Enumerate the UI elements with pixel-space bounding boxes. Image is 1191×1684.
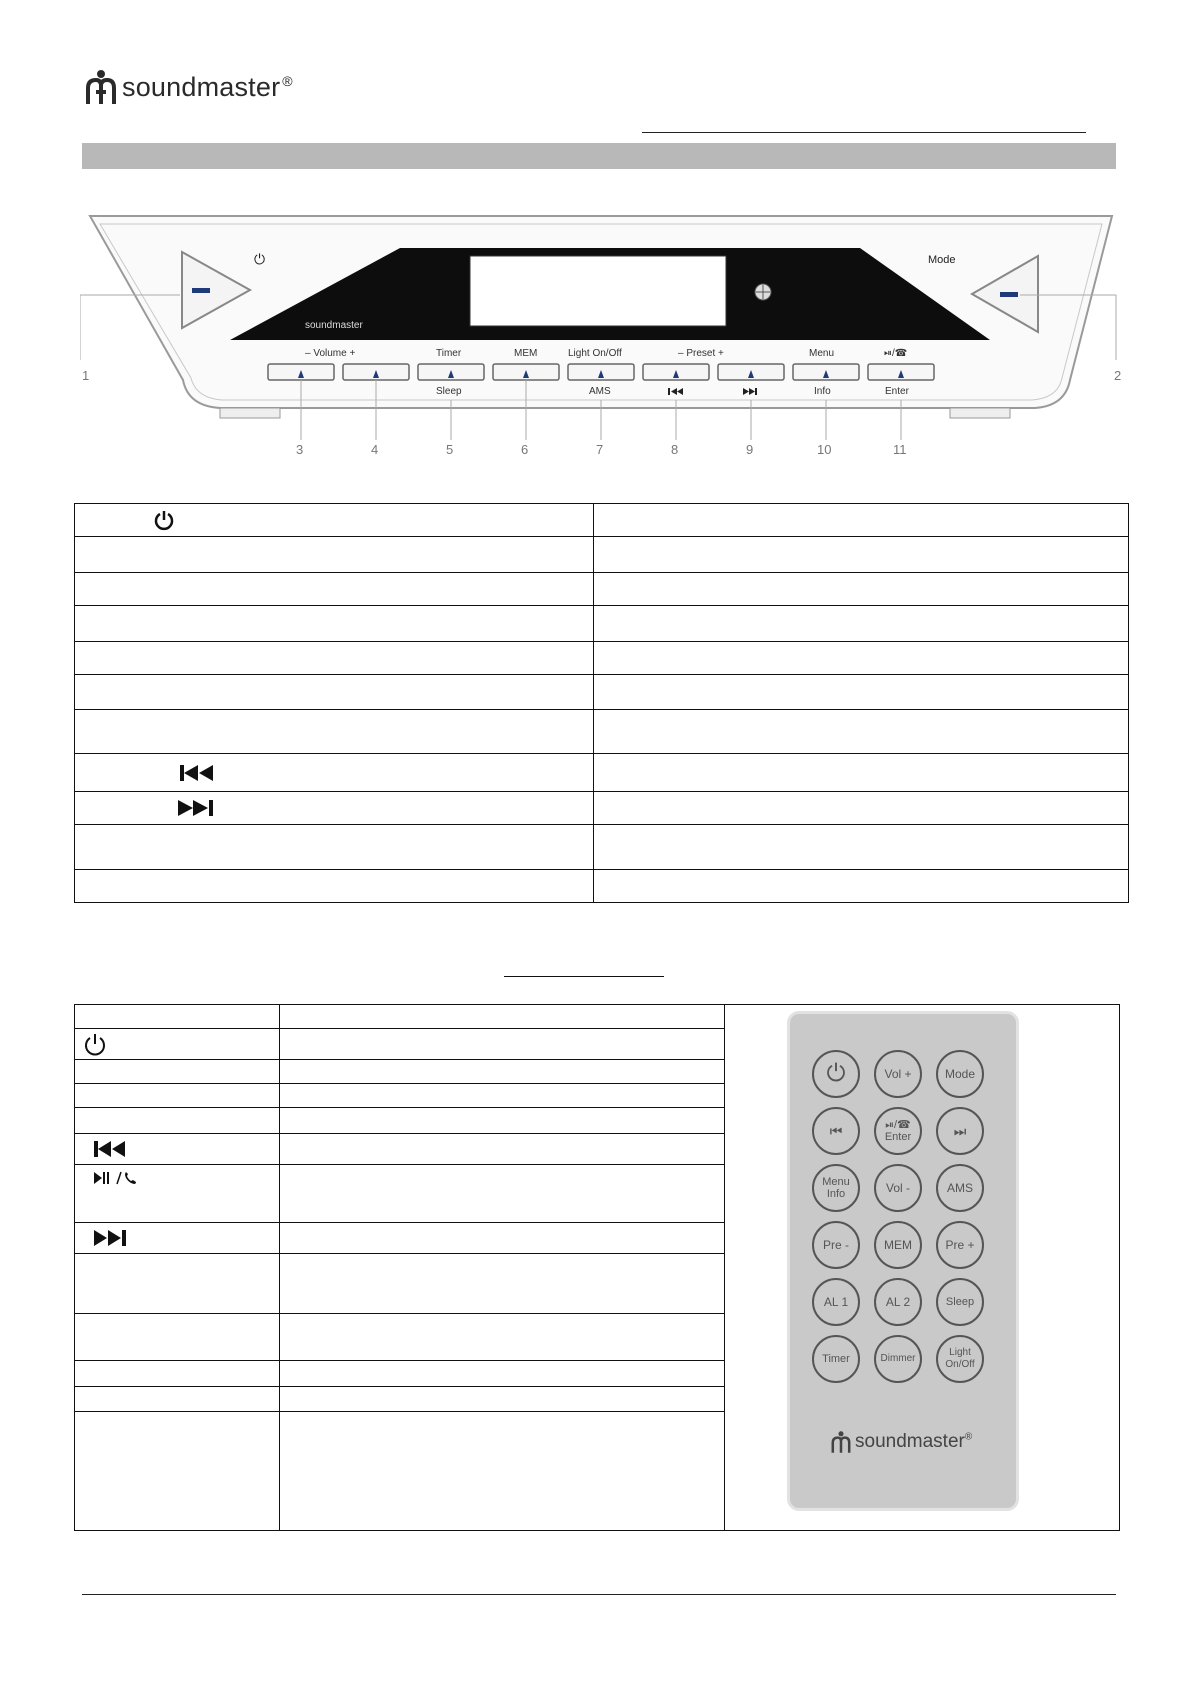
label-sleep: Sleep xyxy=(436,386,462,397)
table-cell xyxy=(280,1165,725,1223)
table-cell xyxy=(75,754,594,792)
brand-logo xyxy=(84,68,293,106)
table-cell xyxy=(75,642,594,675)
remote-table xyxy=(74,1004,1120,1531)
table-row xyxy=(75,573,1129,606)
table-cell xyxy=(75,792,594,825)
table-cell xyxy=(75,675,594,710)
table-cell xyxy=(280,1029,725,1060)
remote-mem-button[interactable]: MEM xyxy=(874,1221,922,1269)
table-cell xyxy=(75,1254,280,1314)
table-cell xyxy=(594,710,1129,754)
callout-6: 6 xyxy=(521,442,529,457)
table-cell xyxy=(75,606,594,642)
remote-alarm1-button[interactable]: AL 1 xyxy=(812,1278,860,1326)
soundmaster-logo-icon xyxy=(84,68,118,106)
table-cell xyxy=(280,1314,725,1361)
label-preset: – Preset + xyxy=(678,348,724,359)
remote-prev-button[interactable]: ⏮ xyxy=(812,1107,860,1155)
footer-rule xyxy=(82,1594,1116,1595)
callout-3: 3 xyxy=(296,442,304,457)
mode-label: Mode xyxy=(928,254,956,266)
skip-back-icon xyxy=(93,1140,127,1158)
callout-8: 8 xyxy=(671,442,679,457)
table-cell xyxy=(75,1387,280,1412)
remote-mode-button[interactable]: Mode xyxy=(936,1050,984,1098)
table-cell xyxy=(594,537,1129,573)
callout-1: 1 xyxy=(82,368,90,383)
label-ams: AMS xyxy=(589,386,611,397)
table-row xyxy=(75,642,1129,675)
table-cell xyxy=(75,870,594,903)
table-cell xyxy=(75,1029,280,1060)
table-row xyxy=(75,754,1129,792)
remote-power-button[interactable]: ⏻ xyxy=(812,1050,860,1098)
remote-vol-up-button[interactable]: Vol + xyxy=(874,1050,922,1098)
callout-2: 2 xyxy=(1114,368,1122,383)
table-cell xyxy=(594,825,1129,870)
play-pause-phone-icon xyxy=(93,1169,141,1187)
remote-vol-down-button[interactable]: Vol - xyxy=(874,1164,922,1212)
remote-light-button[interactable]: Light On/Off xyxy=(936,1335,984,1383)
skip-forward-icon xyxy=(93,1229,129,1247)
table-cell xyxy=(75,1314,280,1361)
remote-preset-down-button[interactable]: Pre - xyxy=(812,1221,860,1269)
callout-9: 9 xyxy=(746,442,754,457)
label-timer: Timer xyxy=(436,348,462,359)
header-rule xyxy=(642,132,1086,133)
table-cell xyxy=(75,1060,280,1084)
table-cell xyxy=(594,606,1129,642)
label-play-phone: ⏯/☎ xyxy=(884,348,908,359)
table-cell xyxy=(280,1108,725,1134)
label-info: Info xyxy=(814,386,831,397)
device-diagram xyxy=(80,210,1170,470)
table-cell xyxy=(594,792,1129,825)
label-volume: – Volume + xyxy=(305,348,356,359)
skip-forward-icon xyxy=(177,798,215,818)
power-icon xyxy=(153,509,175,531)
remote-control xyxy=(787,1011,1019,1511)
table-cell xyxy=(594,675,1129,710)
label-enter: Enter xyxy=(885,386,909,397)
table-cell xyxy=(280,1387,725,1412)
callout-4: 4 xyxy=(371,442,379,457)
section-band xyxy=(82,143,1116,169)
table-cell xyxy=(594,504,1129,537)
table-row xyxy=(75,606,1129,642)
table-cell xyxy=(280,1361,725,1387)
callout-7: 7 xyxy=(596,442,604,457)
callout-10: 10 xyxy=(817,442,832,457)
table-cell xyxy=(75,573,594,606)
remote-image-cell xyxy=(725,1005,1120,1531)
table-row xyxy=(75,504,1129,537)
table-cell xyxy=(280,1084,725,1108)
table-cell xyxy=(594,642,1129,675)
remote-next-button[interactable]: ⏭ xyxy=(936,1107,984,1155)
table-cell xyxy=(75,1005,280,1029)
remote-brand-name: soundmaster® xyxy=(855,1431,973,1452)
table-cell xyxy=(75,1223,280,1254)
remote-ams-button[interactable]: AMS xyxy=(936,1164,984,1212)
table-row xyxy=(75,675,1129,710)
table-cell xyxy=(594,870,1129,903)
table-cell xyxy=(75,710,594,754)
label-light: Light On/Off xyxy=(568,348,622,359)
remote-preset-up-button[interactable]: Pre + xyxy=(936,1221,984,1269)
controls-table xyxy=(74,503,1129,903)
table-cell xyxy=(280,1254,725,1314)
power-icon xyxy=(83,1032,107,1056)
table-cell xyxy=(75,504,594,537)
table-cell xyxy=(594,754,1129,792)
table-cell xyxy=(280,1005,725,1029)
table-cell xyxy=(280,1134,725,1165)
table-row xyxy=(75,710,1129,754)
table-row xyxy=(75,792,1129,825)
table-cell xyxy=(75,1084,280,1108)
table-row xyxy=(75,537,1129,573)
table-row xyxy=(75,1005,1120,1029)
remote-sleep-button[interactable]: Sleep xyxy=(936,1278,984,1326)
table-cell xyxy=(280,1412,725,1531)
table-cell xyxy=(75,825,594,870)
table-cell xyxy=(280,1060,725,1084)
table-row xyxy=(75,870,1129,903)
table-cell xyxy=(75,537,594,573)
remote-brand-logo xyxy=(830,1430,972,1454)
panel-brand: soundmaster xyxy=(305,320,363,331)
callout-11: 11 xyxy=(893,442,907,457)
table-cell xyxy=(75,1108,280,1134)
table-row xyxy=(75,825,1129,870)
table-cell xyxy=(594,573,1129,606)
table-cell xyxy=(75,1361,280,1387)
table-cell xyxy=(75,1134,280,1165)
section-rule xyxy=(504,976,664,977)
remote-menu-info-button[interactable]: Menu Info xyxy=(812,1164,860,1212)
table-cell xyxy=(75,1165,280,1223)
soundmaster-logo-icon xyxy=(830,1430,852,1454)
label-menu: Menu xyxy=(809,348,835,359)
table-cell xyxy=(75,1412,280,1531)
table-cell xyxy=(280,1223,725,1254)
label-mem: MEM xyxy=(514,348,538,359)
remote-alarm2-button[interactable]: AL 2 xyxy=(874,1278,922,1326)
skip-back-icon xyxy=(179,763,215,783)
callout-5: 5 xyxy=(446,442,454,457)
remote-play-enter-button[interactable]: ⏯/☎ Enter xyxy=(874,1107,922,1155)
remote-timer-button[interactable]: Timer xyxy=(812,1335,860,1383)
brand-name: soundmaster ® xyxy=(122,71,293,102)
power-symbol: ⏻ xyxy=(254,251,266,267)
remote-dimmer-button[interactable]: Dimmer xyxy=(874,1335,922,1383)
